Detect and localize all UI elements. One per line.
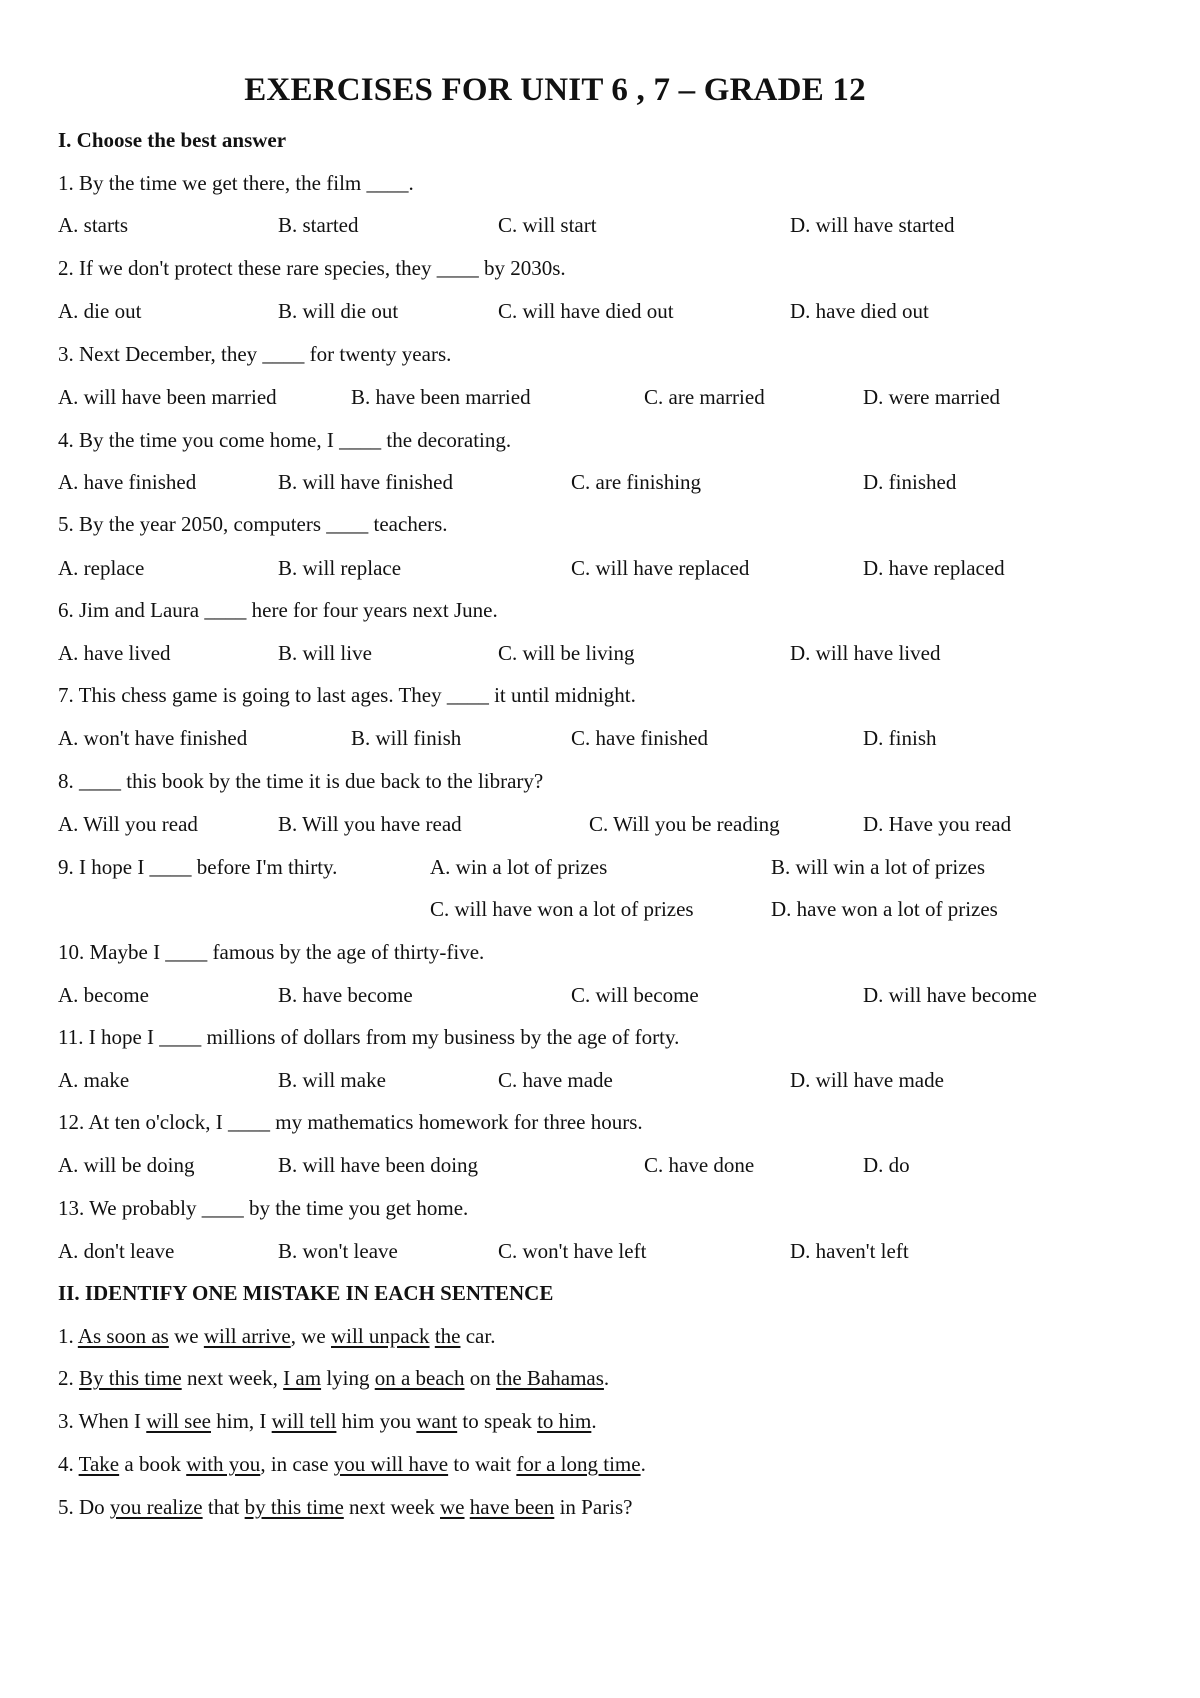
mistake-sentence — [58, 1366, 609, 1391]
question-1: 1. By the time we get there, the film ____. — [58, 171, 414, 195]
q11-option-a[interactable]: A. make — [58, 1068, 130, 1092]
underlined-segment[interactable]: have been — [469, 1495, 555, 1519]
underlined-segment[interactable]: By this time — [79, 1366, 182, 1390]
q12-option-c[interactable]: C. have done — [644, 1153, 755, 1177]
q13-option-a[interactable]: A. don't leave — [58, 1239, 175, 1263]
question-6: 6. Jim and Laura ____ here for four years next June. — [58, 598, 498, 622]
underlined-segment[interactable]: for a long time — [516, 1452, 641, 1476]
sentence-text: , in case — [260, 1452, 334, 1476]
q3-option-b[interactable]: B. have been married — [351, 385, 531, 409]
q6-option-d[interactable]: D. will have lived — [790, 641, 941, 665]
underlined-segment[interactable]: will arrive — [203, 1324, 291, 1348]
sentence-text: on — [464, 1366, 497, 1390]
q5-option-c[interactable]: C. will have replaced — [571, 556, 750, 580]
q6-option-a[interactable]: A. have lived — [58, 641, 171, 665]
sentence-text: . — [640, 1452, 646, 1476]
q2-option-a[interactable]: A. die out — [58, 299, 142, 323]
underlined-segment[interactable]: Take — [78, 1452, 120, 1476]
page-title: EXERCISES FOR UNIT 6 , 7 – GRADE 12 — [244, 72, 866, 108]
sentence-text: . — [591, 1409, 597, 1433]
q3-option-c[interactable]: C. are married — [644, 385, 765, 409]
q4-option-c[interactable]: C. are finishing — [571, 470, 702, 494]
q10-option-a[interactable]: A. become — [58, 983, 149, 1007]
underlined-segment[interactable]: As soon as — [77, 1324, 169, 1348]
q5-option-b[interactable]: B. will replace — [278, 556, 402, 580]
sentence-text: to speak — [457, 1409, 538, 1433]
q9-option-b[interactable]: B. will win a lot of prizes — [771, 855, 986, 879]
q10-option-b[interactable]: B. have become — [278, 983, 413, 1007]
question-11: 11. I hope I ____ millions of dollars from my business by the age of forty. — [58, 1025, 680, 1049]
sentence-text: next week, — [181, 1366, 284, 1390]
q4-option-d[interactable]: D. finished — [863, 470, 957, 494]
sentence-text: , we — [290, 1324, 331, 1348]
q12-option-b[interactable]: B. will have been doing — [278, 1153, 479, 1177]
section2-heading: II. IDENTIFY ONE MISTAKE IN EACH SENTENCE — [58, 1281, 554, 1305]
question-10: 10. Maybe I ____ famous by the age of thirty-five. — [58, 940, 485, 964]
sentence-text: to wait — [448, 1452, 517, 1476]
sentence-text: 4. — [58, 1452, 79, 1476]
q4-option-a[interactable]: A. have finished — [58, 470, 197, 494]
underlined-segment[interactable]: you will have — [333, 1452, 449, 1476]
underlined-segment[interactable]: with you — [186, 1452, 261, 1476]
q11-option-d[interactable]: D. will have made — [790, 1068, 944, 1092]
mistake-sentence — [58, 1409, 597, 1434]
underlined-segment[interactable]: want — [416, 1409, 458, 1433]
q6-option-b[interactable]: B. will live — [278, 641, 372, 665]
question-4: 4. By the time you come home, I ____ the decorating. — [58, 428, 512, 452]
sentence-text: we — [168, 1324, 204, 1348]
question-7: 7. This chess game is going to last ages. They ____ it until midnight. — [58, 683, 636, 707]
q8-option-a[interactable]: A. Will you read — [58, 812, 198, 836]
q9-option-c[interactable]: C. will have won a lot of prizes — [430, 897, 694, 921]
sentence-text: that — [202, 1495, 245, 1519]
sentence-text: 5. Do — [58, 1495, 110, 1519]
sentence-text: in Paris? — [554, 1495, 633, 1519]
q8-option-b[interactable]: B. Will you have read — [278, 812, 462, 836]
q8-option-d[interactable]: D. Have you read — [863, 812, 1012, 836]
underlined-segment[interactable]: will see — [146, 1409, 211, 1433]
q4-option-b[interactable]: B. will have finished — [278, 470, 453, 494]
q3-option-a[interactable]: A. will have been married — [58, 385, 277, 409]
question-9: 9. I hope I ____ before I'm thirty. — [58, 855, 338, 879]
q11-option-b[interactable]: B. will make — [278, 1068, 386, 1092]
q7-option-b[interactable]: B. will finish — [351, 726, 462, 750]
sentence-text: . — [603, 1366, 610, 1390]
sentence-text: lying — [321, 1366, 375, 1390]
q13-option-d[interactable]: D. haven't left — [790, 1239, 909, 1263]
underlined-segment[interactable]: on a beach — [374, 1366, 465, 1390]
underlined-segment[interactable]: you realize — [109, 1495, 203, 1519]
q2-option-b[interactable]: B. will die out — [278, 299, 399, 323]
q10-option-d[interactable]: D. will have become — [863, 983, 1037, 1007]
underlined-segment[interactable]: by this time — [244, 1495, 344, 1519]
sentence-text: next week — [343, 1495, 441, 1519]
underlined-segment[interactable]: I am — [283, 1366, 322, 1390]
q13-option-b[interactable]: B. won't leave — [278, 1239, 398, 1263]
question-13: 13. We probably ____ by the time you get home. — [58, 1196, 469, 1220]
question-3: 3. Next December, they ____ for twenty years. — [58, 342, 452, 366]
sentence-text: 1. — [58, 1324, 78, 1348]
sentence-text: car. — [460, 1324, 496, 1348]
underlined-segment[interactable]: to him — [537, 1409, 592, 1433]
q10-option-c[interactable]: C. will become — [571, 983, 699, 1007]
q8-option-c[interactable]: C. Will you be reading — [589, 812, 780, 836]
q5-option-d[interactable]: D. have replaced — [863, 556, 1005, 580]
q2-option-c[interactable]: C. will have died out — [498, 299, 674, 323]
q2-option-d[interactable]: D. have died out — [790, 299, 929, 323]
sentence-text: him you — [336, 1409, 417, 1433]
q12-option-a[interactable]: A. will be doing — [58, 1153, 195, 1177]
question-2: 2. If we don't protect these rare species, they ____ by 2030s. — [58, 256, 566, 280]
underlined-segment[interactable]: we — [440, 1495, 465, 1519]
q12-option-d[interactable]: D. do — [863, 1153, 910, 1177]
q7-option-d[interactable]: D. finish — [863, 726, 937, 750]
q11-option-c[interactable]: C. have made — [498, 1068, 613, 1092]
q7-option-a[interactable]: A. won't have finished — [58, 726, 248, 750]
q1-option-d[interactable]: D. will have started — [790, 213, 955, 237]
q7-option-c[interactable]: C. have finished — [571, 726, 709, 750]
q9-option-d[interactable]: D. have won a lot of prizes — [771, 897, 998, 921]
underlined-segment[interactable]: will tell — [271, 1409, 337, 1433]
underlined-segment[interactable]: will unpack — [331, 1324, 430, 1348]
question-5: 5. By the year 2050, computers ____ teachers. — [58, 512, 448, 536]
q9-option-a[interactable]: A. win a lot of prizes — [430, 855, 608, 879]
q3-option-d[interactable]: D. were married — [863, 385, 1001, 409]
question-8: 8. ____ this book by the time it is due back to the library? — [58, 769, 544, 793]
sentence-text: 2. — [58, 1366, 79, 1390]
q13-option-c[interactable]: C. won't have left — [498, 1239, 647, 1263]
q1-option-c[interactable]: C. will start — [498, 213, 597, 237]
section1-heading: I. Choose the best answer — [58, 128, 287, 152]
question-12: 12. At ten o'clock, I ____ my mathematics homework for three hours. — [58, 1110, 643, 1134]
q1-option-b[interactable]: B. started — [278, 213, 359, 237]
underlined-segment[interactable]: the Bahamas — [496, 1366, 604, 1390]
q5-option-a[interactable]: A. replace — [58, 556, 145, 580]
underlined-segment[interactable]: the — [434, 1324, 461, 1348]
sentence-text: a book — [119, 1452, 187, 1476]
q6-option-c[interactable]: C. will be living — [498, 641, 635, 665]
mistake-sentence — [58, 1452, 646, 1477]
q1-option-a[interactable]: A. starts — [58, 213, 128, 237]
mistake-sentence — [58, 1324, 495, 1349]
mistake-sentence — [58, 1495, 632, 1520]
sentence-text: 3. When I — [58, 1409, 147, 1433]
sentence-text: him, I — [211, 1409, 272, 1433]
